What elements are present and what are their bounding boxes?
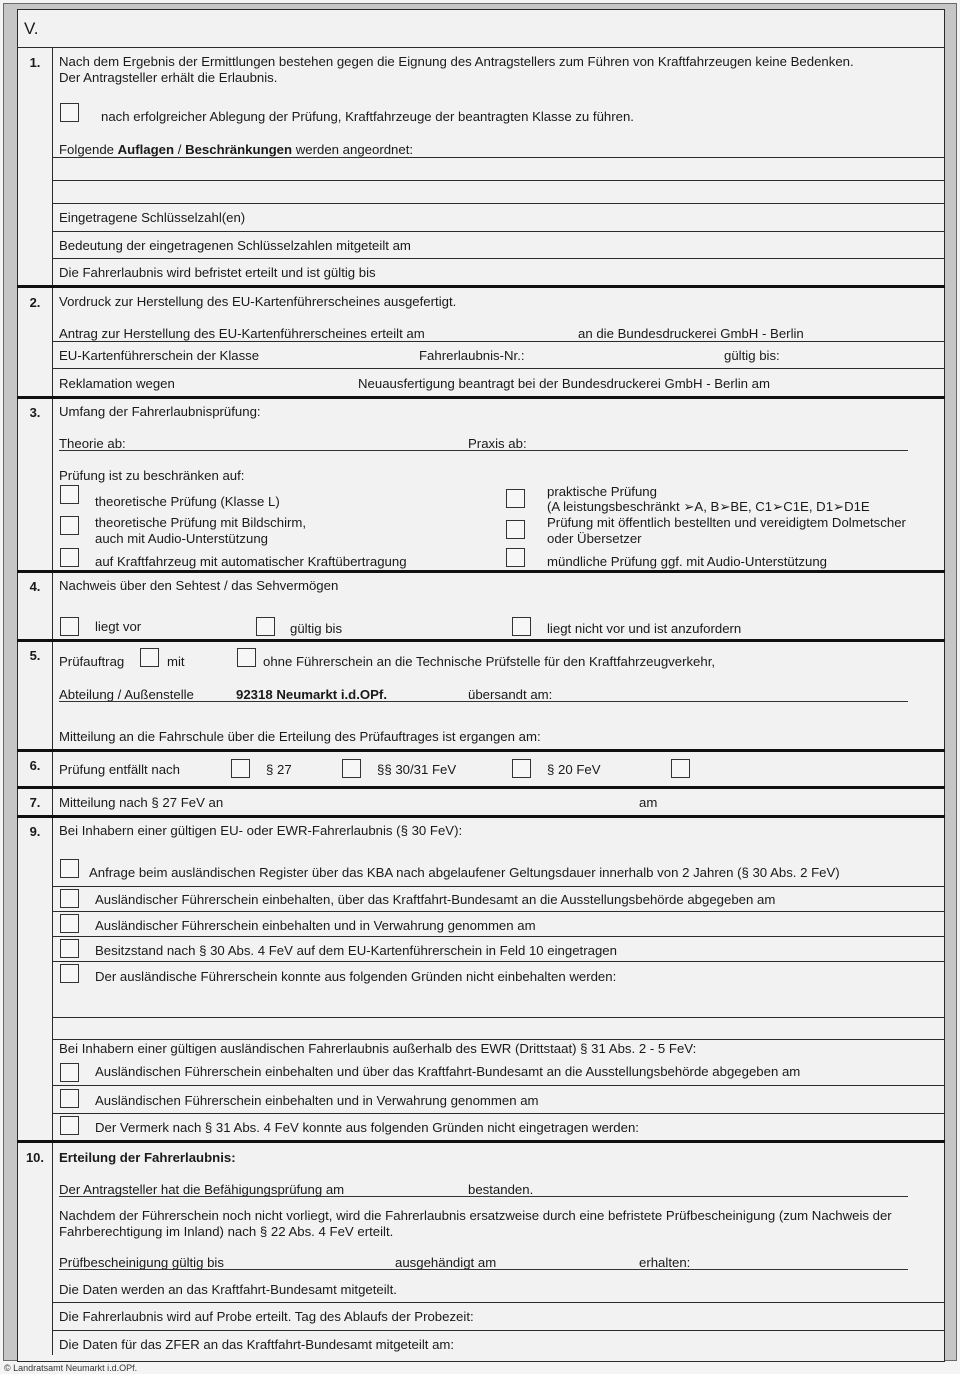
checkbox-anfrage-register[interactable] <box>60 859 79 878</box>
gruende-input-line-2[interactable] <box>53 1019 943 1039</box>
praxis-ab-field[interactable]: Praxis ab: <box>468 436 527 451</box>
section-divider <box>17 396 945 399</box>
divider <box>52 1085 945 1086</box>
checkbox-nicht-einbehalten[interactable] <box>60 964 79 983</box>
s9-drittstaat-title: Bei Inhabern einer gültigen ausländischen Fahrerlaubnis außerhalb des EWR (Drittstaat) § 31 Abs. 2 - 5 FeV: <box>59 1041 697 1056</box>
checkbox-automatik[interactable] <box>60 548 79 567</box>
section-divider <box>17 786 945 789</box>
divider <box>52 936 945 937</box>
section-number-7: 7. <box>29 795 41 810</box>
section-divider <box>17 639 945 642</box>
divider <box>52 911 945 912</box>
s10-bestanden-label: bestanden. <box>468 1182 534 1197</box>
auflagen-prefix: Folgende <box>59 142 118 157</box>
checkbox-muendliche-pruefung[interactable] <box>506 548 525 567</box>
s10-title: Erteilung der Fahrerlaubnis: <box>59 1150 236 1165</box>
s5-uebersandt-field[interactable]: übersandt am: <box>468 687 553 702</box>
divider <box>52 368 945 369</box>
checkbox-vermerk-nicht-eingetragen[interactable] <box>60 1116 79 1135</box>
checkbox-besitzstand[interactable] <box>60 939 79 958</box>
option-label: oder Übersetzer <box>547 531 642 546</box>
s2-bundesdruckerei: an die Bundesdruckerei GmbH - Berlin <box>578 326 804 341</box>
s9-item: Besitzstand nach § 30 Abs. 4 FeV auf dem EU-Kartenführerschein in Feld 10 eingetragen <box>95 943 617 958</box>
option-label: § 20 FeV <box>547 762 601 777</box>
option-label: liegt vor <box>95 619 142 634</box>
s3-title: Umfang der Fahrerlaubnisprüfung: <box>59 404 261 419</box>
checkbox-einbehalten-abgegeben[interactable] <box>60 889 79 908</box>
s5-mitteilung-field[interactable]: Mitteilung an die Fahrschule über die Erteilung des Prüfauftrages ist ergangen am: <box>59 729 541 744</box>
s1-checkbox-erlaubnis[interactable] <box>60 103 79 122</box>
s10-pruefbescheinigung-field[interactable]: Prüfbescheinigung gültig bis <box>59 1255 224 1270</box>
checkbox-nicht-vor[interactable] <box>512 617 531 636</box>
section-title: V. <box>24 19 39 38</box>
s4-title: Nachweis über den Sehtest / das Sehvermögen <box>59 578 339 593</box>
divider <box>52 157 945 158</box>
s10-zfer-field[interactable]: Die Daten für das ZFER an das Kraftfahrt-Bundesamt mitgeteilt am: <box>59 1337 455 1352</box>
checkbox-mit-fuehrerschein[interactable] <box>140 648 159 667</box>
section-divider <box>17 749 945 752</box>
auflagen-input-line-1[interactable] <box>53 159 943 180</box>
option-label: (A leistungsbeschränkt ➢A, B➢BE, C1➢C1E, D1➢D1E <box>547 499 870 514</box>
s9-item: Ausländischer Führerschein einbehalten und in Verwahrung genommen am <box>95 918 536 933</box>
s9-title: Bei Inhabern einer gültigen EU- oder EWR-Fahrerlaubnis (§ 30 FeV): <box>59 823 463 838</box>
s2-reklamation-field[interactable]: Reklamation wegen <box>59 376 175 391</box>
section-number-9: 9. <box>29 824 41 839</box>
checkbox-ohne-fuehrerschein[interactable] <box>237 648 256 667</box>
s2-gueltig-bis-field[interactable]: gültig bis: <box>724 348 780 363</box>
s1-text-line1: Nach dem Ergebnis der Ermittlungen bestehen gegen die Eignung des Antragstellers zum Führen von Kraftfahrzeugen keine Bedenken. <box>59 54 854 69</box>
beschraenkungen-bold: Beschränkungen <box>185 142 293 157</box>
section-number-1: 1. <box>29 55 41 70</box>
checkbox-liegt-vor[interactable] <box>60 617 79 636</box>
option-label: Prüfung mit öffentlich bestellten und vereidigtem Dolmetscher <box>547 515 906 530</box>
s9-item: Der ausländische Führerschein konnte aus folgenden Gründen nicht einbehalten werden: <box>95 969 617 984</box>
checkbox-dolmetscher[interactable] <box>506 520 525 539</box>
checkbox-theorie-klasse-l[interactable] <box>60 485 79 504</box>
divider <box>52 203 945 204</box>
auflagen-sep: / <box>174 142 186 157</box>
divider <box>17 47 945 48</box>
checkbox-para-20[interactable] <box>512 759 531 778</box>
theorie-praxis-underline <box>59 450 908 451</box>
gruende-input-line-1[interactable] <box>53 988 943 1016</box>
option-label: theoretische Prüfung mit Bildschirm, <box>95 515 307 530</box>
divider <box>52 1113 945 1114</box>
pruefbescheinigung-underline <box>59 1269 908 1270</box>
checkbox-para-27[interactable] <box>231 759 250 778</box>
s5-mit-label: mit <box>167 654 185 669</box>
section-divider <box>17 815 945 818</box>
checkbox-drittstaat-verwahrung[interactable] <box>60 1089 79 1108</box>
s7-label[interactable]: Mitteilung nach § 27 FeV an <box>59 795 224 810</box>
section-number-3: 3. <box>29 405 41 420</box>
s1-auflagen-label <box>59 142 413 157</box>
s9-item: Ausländischer Führerschein einbehalten, über das Kraftfahrt-Bundesamt an die Ausstellungsbehörde abgegeben am <box>95 892 776 907</box>
s2-neuausfertigung-field[interactable]: Neuausfertigung beantragt bei der Bundesdruckerei GmbH - Berlin am <box>358 376 770 391</box>
theorie-ab-field[interactable]: Theorie ab: <box>59 436 126 451</box>
checkbox-other[interactable] <box>671 759 690 778</box>
s10-daten-kba: Die Daten werden an das Kraftfahrt-Bundesamt mitgeteilt. <box>59 1282 397 1297</box>
checkbox-gueltig-bis[interactable] <box>256 617 275 636</box>
s1-text-line2: Der Antragsteller erhält die Erlaubnis. <box>59 70 278 85</box>
abteilung-underline <box>59 701 908 702</box>
s10-probe-field[interactable]: Die Fahrerlaubnis wird auf Probe erteilt. Tag des Ablaufs der Probezeit: <box>59 1309 474 1324</box>
option-label: gültig bis <box>290 621 343 636</box>
auflagen-suffix: werden angeordnet: <box>292 142 414 157</box>
s10-ausgehaendigt-field[interactable]: ausgehändigt am <box>395 1255 497 1270</box>
s2-fahrerlaubnis-nr-field[interactable]: Fahrerlaubnis-Nr.: <box>419 348 525 363</box>
befristet-field[interactable]: Die Fahrerlaubnis wird befristet erteilt und ist gültig bis <box>59 265 376 280</box>
option-label: auf Kraftfahrzeug mit automatischer Kraftübertragung <box>95 554 407 569</box>
option-label: praktische Prüfung <box>547 484 657 499</box>
checkbox-para-30-31[interactable] <box>342 759 361 778</box>
befaehigung-underline <box>59 1196 908 1197</box>
divider <box>52 1302 945 1303</box>
s5-ohne-label: ohne Führerschein an die Technische Prüfstelle für den Kraftfahrzeugverkehr, <box>263 654 716 669</box>
option-label: § 27 <box>266 762 292 777</box>
s2-klasse-field[interactable]: EU-Kartenführerschein der Klasse <box>59 348 260 363</box>
option-label: theoretische Prüfung (Klasse L) <box>95 494 280 509</box>
divider <box>52 961 945 962</box>
section-number-6: 6. <box>29 758 41 773</box>
s10-befaehigung-field[interactable]: Der Antragsteller hat die Befähigungsprüfung am <box>59 1182 345 1197</box>
s9-drittstaat-item: Der Vermerk nach § 31 Abs. 4 FeV konnte aus folgenden Gründen nicht eingetragen werden: <box>95 1120 639 1135</box>
option-label: mündliche Prüfung ggf. mit Audio-Unterstützung <box>547 554 828 569</box>
checkbox-drittstaat-abgegeben[interactable] <box>60 1063 79 1082</box>
divider <box>52 231 945 232</box>
section-number-2: 2. <box>29 295 41 310</box>
option-label: §§ 30/31 FeV <box>377 762 457 777</box>
section-number-5: 5. <box>29 648 41 663</box>
divider <box>52 1039 945 1040</box>
auflagen-bold: Auflagen <box>117 142 175 157</box>
section-divider <box>17 1140 945 1143</box>
s10-nachdem-line1: Nachdem der Führerschein noch nicht vorliegt, wird die Fahrerlaubnis ersatzweise durch eine befristete Prüfbescheinigung (zum Nachweis der <box>59 1208 892 1223</box>
s10-nachdem-line2: Fahrberechtigung im Inland) nach § 22 Abs. 4 FeV erteilt. <box>59 1224 394 1239</box>
divider <box>52 341 945 342</box>
divider <box>52 886 945 887</box>
divider <box>52 180 945 181</box>
s7-am-label[interactable]: am <box>639 795 658 810</box>
s10-erhalten-field[interactable]: erhalten: <box>639 1255 691 1270</box>
section-number-10: 10. <box>25 1150 45 1165</box>
section-divider <box>17 570 945 573</box>
s3-beschraenken-label: Prüfung ist zu beschränken auf: <box>59 468 245 483</box>
s5-pruefauftrag-label: Prüfauftrag <box>59 654 125 669</box>
s9-drittstaat-item: Ausländischen Führerschein einbehalten und in Verwahrung genommen am <box>95 1093 539 1108</box>
s2-title: Vordruck zur Herstellung des EU-Kartenführerscheines ausgefertigt. <box>59 294 457 309</box>
s6-label: Prüfung entfällt nach <box>59 762 180 777</box>
s5-ort-value: 92318 Neumarkt i.d.OPf. <box>236 687 387 702</box>
checkbox-einbehalten-verwahrung[interactable] <box>60 914 79 933</box>
s9-drittstaat-item: Ausländischen Führerschein einbehalten und über das Kraftfahrt-Bundesamt an die Ausstellungsbehörde abgegeben am <box>95 1064 801 1079</box>
divider <box>52 1017 945 1018</box>
checkbox-praktische-pruefung[interactable] <box>506 489 525 508</box>
footer-copyright: © Landratsamt Neumarkt i.d.OPf. <box>4 1363 138 1373</box>
number-column-divider <box>52 47 53 1355</box>
schluesselzahlen-field[interactable]: Eingetragene Schlüsselzahl(en) <box>59 210 246 225</box>
s2-antrag-field[interactable]: Antrag zur Herstellung des EU-Kartenführerscheines erteilt am <box>59 326 425 341</box>
bedeutung-field[interactable]: Bedeutung der eingetragenen Schlüsselzahlen mitgeteilt am <box>59 238 411 253</box>
auflagen-input-line-2[interactable] <box>53 182 943 202</box>
s1-checkbox-label: nach erfolgreicher Ablegung der Prüfung, Kraftfahrzeuge der beantragten Klasse zu führen. <box>101 109 634 124</box>
section-number-4: 4. <box>29 579 41 594</box>
divider <box>52 1330 945 1331</box>
section-divider <box>17 285 945 288</box>
option-label: liegt nicht vor und ist anzufordern <box>547 621 742 636</box>
s9-item: Anfrage beim ausländischen Register über das KBA nach abgelaufener Geltungsdauer innerhalb von 2 Jahren (§ 30 Abs. 2 FeV) <box>89 865 840 880</box>
s5-abteilung-label: Abteilung / Außenstelle <box>59 687 194 702</box>
option-label: auch mit Audio-Unterstützung <box>95 531 268 546</box>
divider <box>52 258 945 259</box>
checkbox-theorie-bildschirm[interactable] <box>60 516 79 535</box>
